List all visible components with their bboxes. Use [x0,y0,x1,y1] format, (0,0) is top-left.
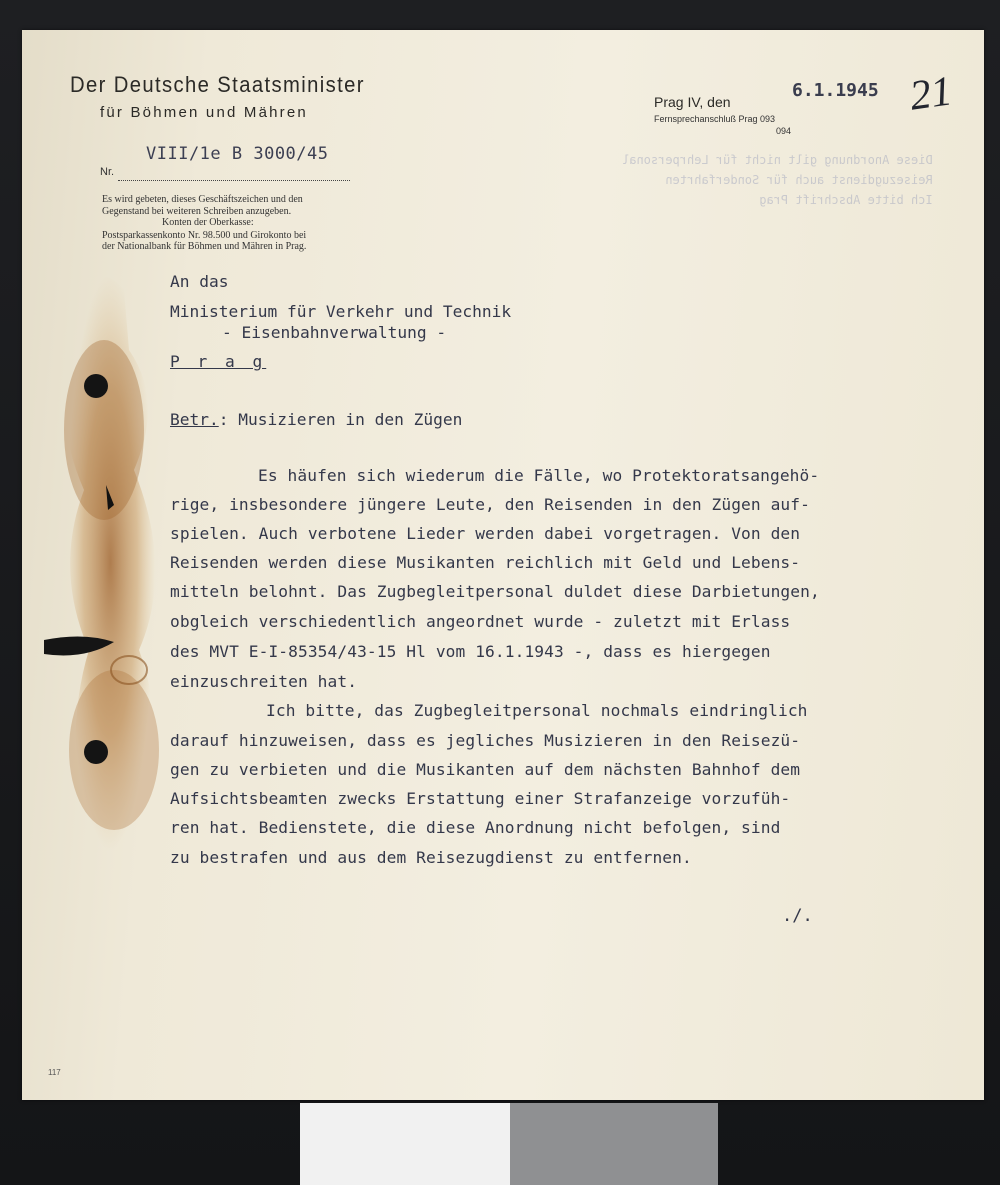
body-line: obgleich verschiedentlich angeordnet wurde - zuletzt mit Erlass [170,612,791,631]
body-line: gen zu verbieten und die Musikanten auf dem nächsten Bahnhof dem [170,760,801,779]
body-line: Reisenden werden diese Musikanten reichlich mit Geld und Lebens- [170,553,801,572]
reference-number: VIII/1e B 3000/45 [146,144,329,164]
continuation-mark: ./. [782,906,813,926]
body-line: darauf hinzuweisen, dass es jegliches Musizieren in den Reisezü- [170,731,801,750]
authority-subtitle: für Böhmen und Mähren [100,104,308,121]
punch-hole [84,740,108,764]
page-number: 117 [48,1068,61,1077]
body-line: ren hat. Bedienstete, die diese Anordnung nicht befolgen, sind [170,818,781,837]
punch-hole [84,374,108,398]
notice-line: Gegenstand bei weiteren Schreiben anzugeben. [102,206,292,217]
reference-line [118,180,350,181]
folio-mark: 21 [907,68,955,120]
body-line: spielen. Auch verbotene Lieder werden dabei vorgetragen. Von den [170,524,801,543]
letter-date: 6.1.1945 [792,80,879,101]
notice-line: Es wird gebeten, dieses Geschäftszeichen und den [102,194,303,205]
subject-line [170,410,462,429]
authority-title: Der Deutsche Staatsminister [70,72,365,97]
calibration-card-white [300,1103,510,1185]
recipient-line: Ministerium für Verkehr und Technik [170,302,512,321]
body-line: einzuschreiten hat. [170,672,358,691]
body-line: rige, insbesondere jüngere Leute, den Reisenden in den Zügen auf- [170,495,810,514]
body-line: zu bestrafen und aus dem Reisezugdienst zu entfernen. [170,848,692,867]
notice-line: Konten der Oberkasse: [162,217,254,228]
body-line: Aufsichtsbeamten zwecks Erstattung einer Strafanzeige vorzufüh- [170,789,791,808]
phone-line: Fernsprechanschluß Prag 093 [654,114,776,124]
place-label: Prag IV, den [654,94,731,110]
body-line: des MVT E-I-85354/43-15 Hl vom 16.1.1943 -, dass es hiergegen [170,642,771,661]
recipient-line: An das [170,272,229,291]
bleed-through-text: Diese Anordnung gilt nicht für Lehrpersonal Reisezugdienst auch für Sonderfahrten Ich bitte Abschrift Prag [622,153,933,207]
body-line: Es häufen sich wiederum die Fälle, wo Protektoratsangehö- [258,466,820,485]
body-line: mitteln belohnt. Das Zugbegleitpersonal duldet diese Darbietungen, [170,582,820,601]
calibration-card-gray [510,1103,718,1185]
phone-extra: 094 [776,126,792,136]
recipient-city: P r a g [170,352,267,371]
subject-text: : Musizieren in den Zügen [218,410,463,429]
body-line: Ich bitte, das Zugbegleitpersonal nochmals eindringlich [266,701,808,720]
subject-label: Betr. [170,410,219,429]
recipient-line: - Eisenbahnverwaltung - [222,323,447,342]
notice-line: Postsparkassenkonto Nr. 98.500 und Girokonto bei [102,230,307,241]
reference-label: Nr. [100,166,115,178]
notice-line: der Nationalbank für Böhmen und Mähren in Prag. [102,241,307,252]
